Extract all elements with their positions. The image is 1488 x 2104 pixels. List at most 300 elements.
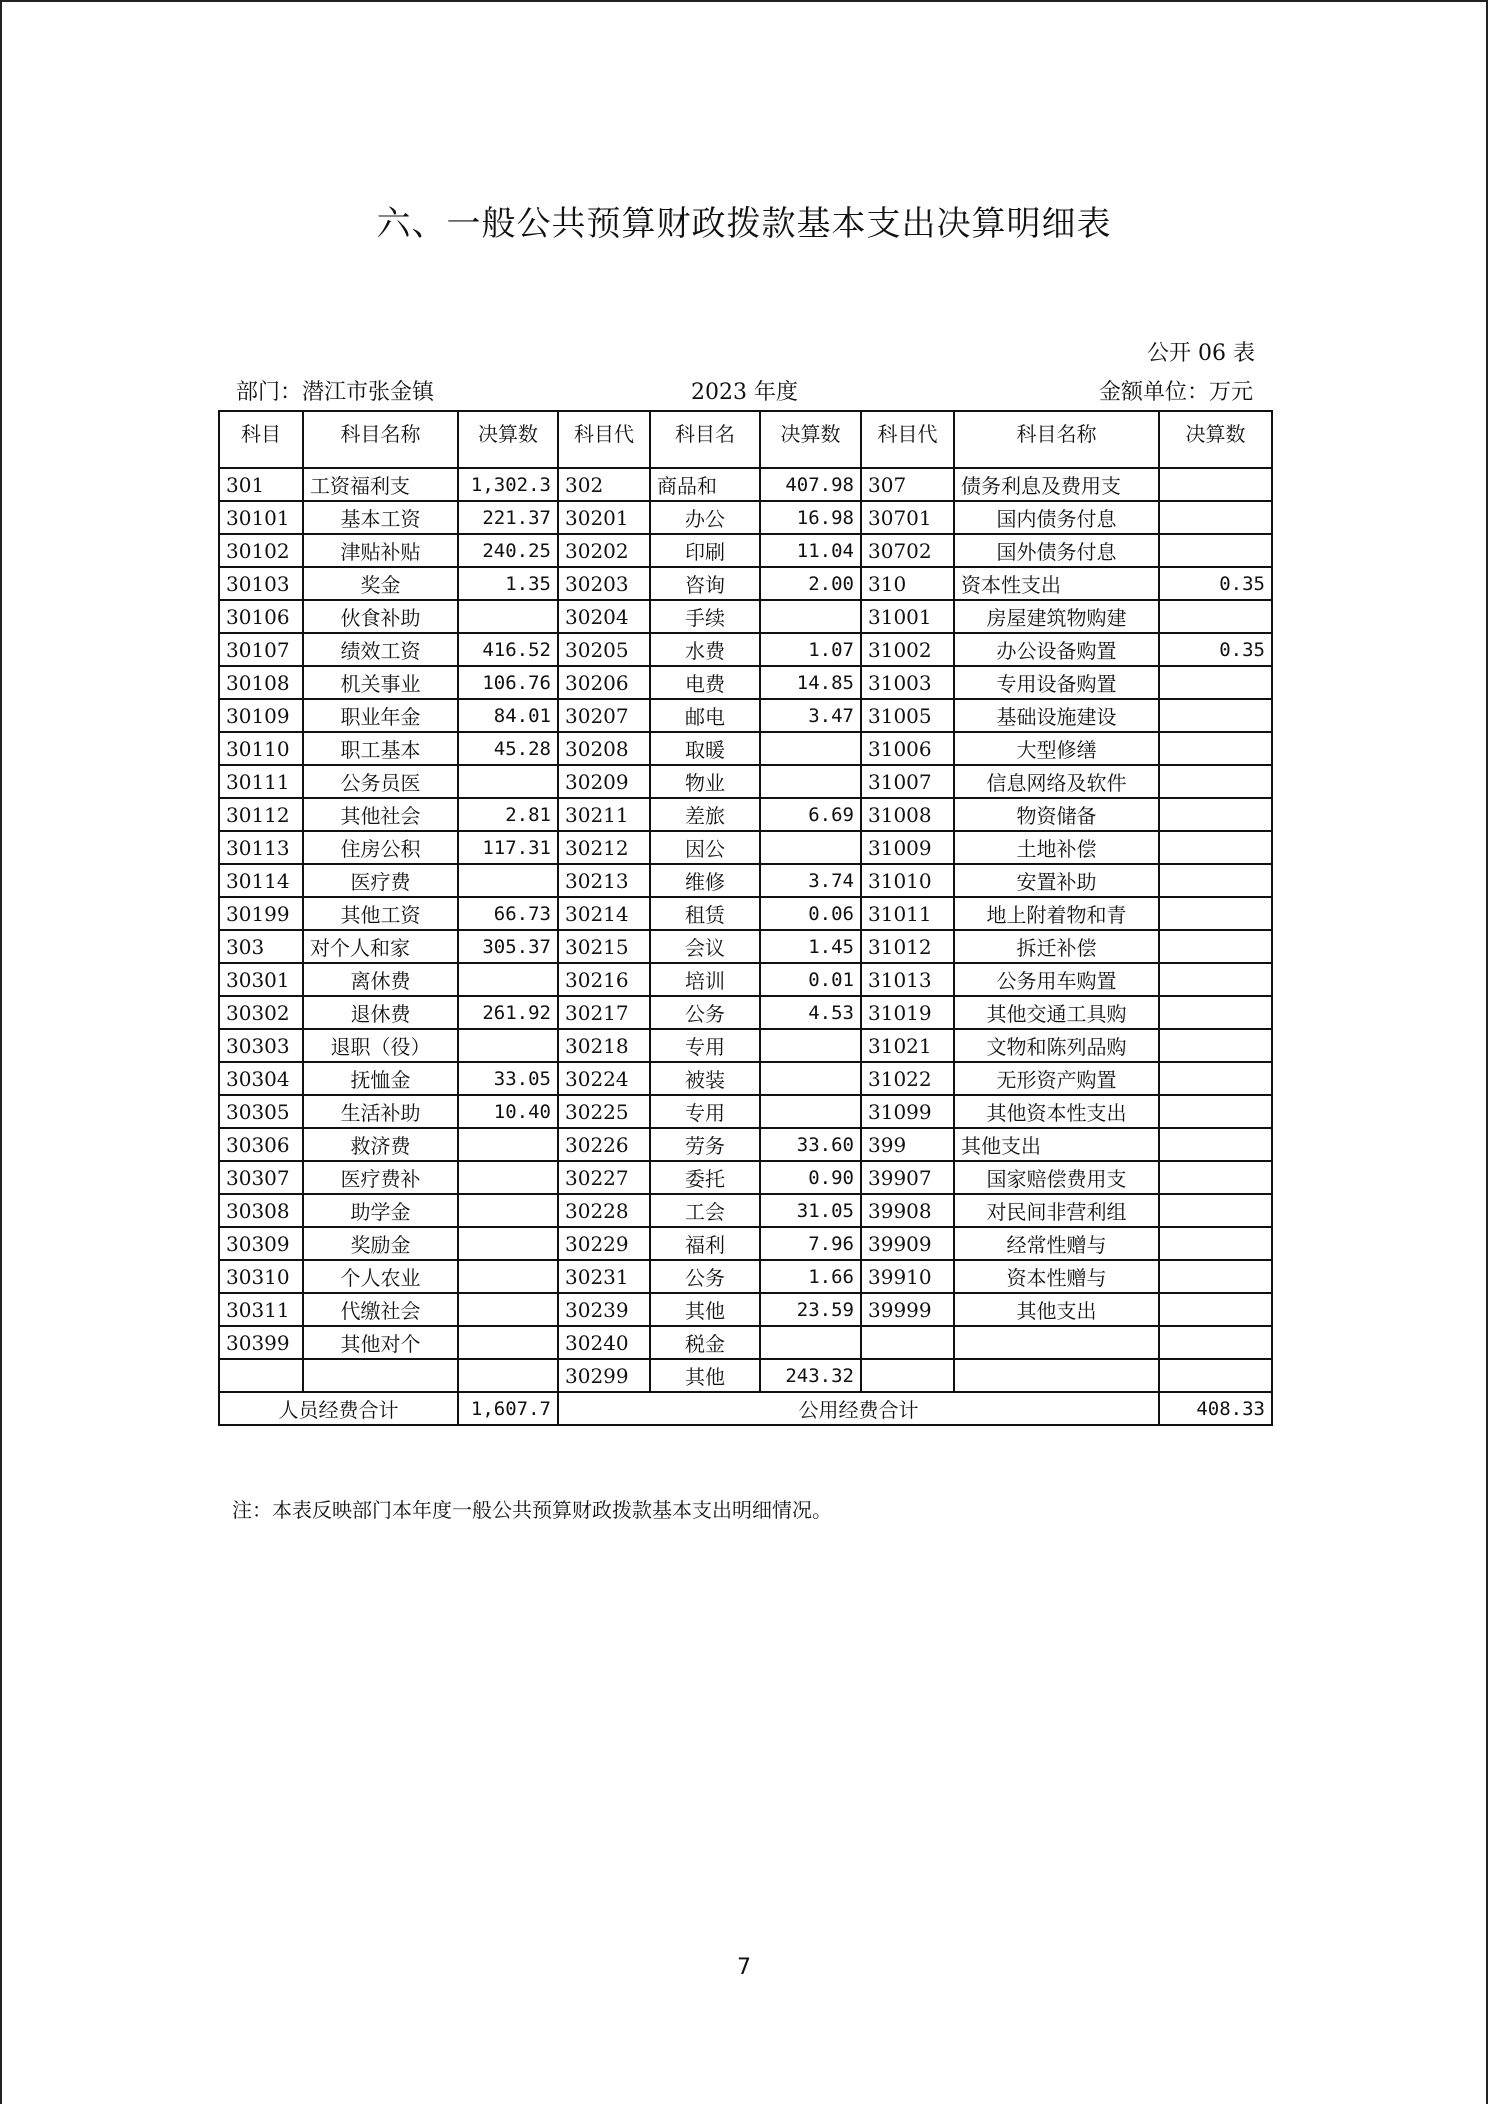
subject-code-cell: 307 [861, 468, 954, 501]
amount-cell: 84.01 [458, 699, 558, 732]
subject-code-cell: 30207 [558, 699, 650, 732]
subject-code-cell: 31001 [861, 600, 954, 633]
amount-cell: 1.07 [760, 633, 861, 666]
subject-code-cell: 30103 [219, 567, 303, 600]
subject-name-cell: 职业年金 [303, 699, 458, 732]
subject-name-cell: 基本工资 [303, 501, 458, 534]
amount-cell: 243.32 [760, 1359, 861, 1392]
subject-code-cell [861, 1326, 954, 1359]
amount-cell [1159, 600, 1272, 633]
table-row [219, 1326, 1272, 1359]
subject-name-cell: 其他工资 [303, 897, 458, 930]
amount-cell [760, 1326, 861, 1359]
subject-name-cell: 其他对个 [303, 1326, 458, 1359]
table-row [219, 1095, 1272, 1128]
subject-code-cell: 30209 [558, 765, 650, 798]
subject-code-cell: 30212 [558, 831, 650, 864]
subject-code-cell [861, 1359, 954, 1392]
subject-name-cell: 印刷 [650, 534, 760, 567]
amount-cell [458, 1029, 558, 1062]
subject-name-cell: 基础设施建设 [954, 699, 1159, 732]
amount-cell: 33.60 [760, 1128, 861, 1161]
amount-cell: 45.28 [458, 732, 558, 765]
amount-cell [458, 765, 558, 798]
table-code: 公开 06 表 [1147, 341, 1255, 366]
subject-code-cell: 30224 [558, 1062, 650, 1095]
subject-name-cell: 福利 [650, 1227, 760, 1260]
subject-code-cell: 31022 [861, 1062, 954, 1095]
subject-code-cell: 30702 [861, 534, 954, 567]
subject-code-cell: 30206 [558, 666, 650, 699]
subject-code-cell: 30303 [219, 1029, 303, 1062]
amount-cell [458, 1326, 558, 1359]
subject-code-cell: 39907 [861, 1161, 954, 1194]
table-row [219, 996, 1272, 1029]
table-row [219, 666, 1272, 699]
amount-cell [1159, 732, 1272, 765]
header-subject-code: 科目 [219, 411, 303, 468]
amount-cell: 240.25 [458, 534, 558, 567]
subject-code-cell: 30701 [861, 501, 954, 534]
amount-cell: 4.53 [760, 996, 861, 1029]
amount-cell [458, 1359, 558, 1392]
subject-name-cell: 其他 [650, 1359, 760, 1392]
subject-name-cell: 取暖 [650, 732, 760, 765]
department-label: 部门：潜江市张金镇 [236, 380, 435, 405]
subject-name-cell: 津贴补贴 [303, 534, 458, 567]
table-row [219, 1194, 1272, 1227]
subject-name-cell: 信息网络及软件 [954, 765, 1159, 798]
subject-code-cell: 30217 [558, 996, 650, 1029]
amount-cell [1159, 1326, 1272, 1359]
subject-code-cell: 30226 [558, 1128, 650, 1161]
table-row [219, 501, 1272, 534]
subject-code-cell: 30109 [219, 699, 303, 732]
subject-code-cell: 30216 [558, 963, 650, 996]
amount-cell: 0.35 [1159, 567, 1272, 600]
expenditure-detail-table [218, 410, 1273, 1426]
amount-cell [760, 1095, 861, 1128]
subject-code-cell: 30112 [219, 798, 303, 831]
subject-code-cell: 31005 [861, 699, 954, 732]
subject-code-cell: 30107 [219, 633, 303, 666]
subject-name-cell: 奖金 [303, 567, 458, 600]
amount-cell [1159, 1062, 1272, 1095]
subject-name-cell: 地上附着物和青 [954, 897, 1159, 930]
amount-cell [1159, 699, 1272, 732]
subject-name-cell: 公务 [650, 996, 760, 1029]
header-subject-name: 科目名 [650, 411, 760, 468]
subject-code-cell: 30309 [219, 1227, 303, 1260]
personnel-total-value: 1,607.7 [458, 1392, 558, 1425]
amount-cell: 2.81 [458, 798, 558, 831]
public-total-label: 公用经费合计 [558, 1392, 1159, 1425]
subject-name-cell: 办公 [650, 501, 760, 534]
subject-code-cell: 31013 [861, 963, 954, 996]
subject-code-cell: 30229 [558, 1227, 650, 1260]
subject-code-cell: 31011 [861, 897, 954, 930]
subject-name-cell: 公务 [650, 1260, 760, 1293]
subject-name-cell: 资本性赠与 [954, 1260, 1159, 1293]
subject-name-cell: 差旅 [650, 798, 760, 831]
subject-code-cell: 303 [219, 930, 303, 963]
amount-cell [1159, 1227, 1272, 1260]
amount-cell [458, 864, 558, 897]
amount-cell [458, 1227, 558, 1260]
amount-cell: 1.45 [760, 930, 861, 963]
amount-cell [1159, 666, 1272, 699]
amount-cell [760, 600, 861, 633]
page-border-left [0, 0, 2, 2104]
subject-name-cell: 国内债务付息 [954, 501, 1159, 534]
subject-name-cell: 医疗费补 [303, 1161, 458, 1194]
subject-code-cell: 30106 [219, 600, 303, 633]
subject-name-cell: 无形资产购置 [954, 1062, 1159, 1095]
subject-name-cell: 经常性赠与 [954, 1227, 1159, 1260]
subject-name-cell: 其他支出 [954, 1128, 1159, 1161]
amount-cell [1159, 930, 1272, 963]
amount-cell [1159, 1260, 1272, 1293]
subject-code-cell: 39910 [861, 1260, 954, 1293]
table-note: 注：本表反映部门本年度一般公共预算财政拨款基本支出明细情况。 [232, 1498, 832, 1522]
subject-code-cell: 31099 [861, 1095, 954, 1128]
header-subject-code: 科目代 [558, 411, 650, 468]
subject-code-cell: 30310 [219, 1260, 303, 1293]
subject-code-cell: 30202 [558, 534, 650, 567]
amount-cell [1159, 1359, 1272, 1392]
personnel-total-label: 人员经费合计 [219, 1392, 458, 1425]
subject-name-cell: 物业 [650, 765, 760, 798]
amount-cell: 106.76 [458, 666, 558, 699]
subject-name-cell: 拆迁补偿 [954, 930, 1159, 963]
subject-code-cell: 30301 [219, 963, 303, 996]
header-final-amount: 决算数 [1159, 411, 1272, 468]
table-row [219, 963, 1272, 996]
subject-name-cell: 物资储备 [954, 798, 1159, 831]
amount-cell: 416.52 [458, 633, 558, 666]
subject-code-cell: 31009 [861, 831, 954, 864]
subject-name-cell: 债务利息及费用支 [954, 468, 1159, 501]
subject-name-cell: 个人农业 [303, 1260, 458, 1293]
amount-cell [760, 732, 861, 765]
subject-code-cell: 30213 [558, 864, 650, 897]
subject-code-cell: 30102 [219, 534, 303, 567]
amount-cell: 1,302.3 [458, 468, 558, 501]
subject-name-cell: 救济费 [303, 1128, 458, 1161]
subject-name-cell: 委托 [650, 1161, 760, 1194]
subject-code-cell: 31003 [861, 666, 954, 699]
subject-code-cell: 30205 [558, 633, 650, 666]
subject-code-cell: 30101 [219, 501, 303, 534]
subject-name-cell: 商品和 [650, 468, 760, 501]
table-row [219, 699, 1272, 732]
subject-code-cell: 30108 [219, 666, 303, 699]
amount-cell [458, 963, 558, 996]
amount-cell: 14.85 [760, 666, 861, 699]
amount-cell [458, 1194, 558, 1227]
subject-name-cell: 其他资本性支出 [954, 1095, 1159, 1128]
amount-cell [458, 1293, 558, 1326]
amount-cell: 66.73 [458, 897, 558, 930]
table-body [219, 468, 1272, 1392]
subject-name-cell: 奖励金 [303, 1227, 458, 1260]
subject-name-cell: 其他 [650, 1293, 760, 1326]
subject-name-cell: 房屋建筑物购建 [954, 600, 1159, 633]
header-final-amount: 决算数 [458, 411, 558, 468]
subject-name-cell: 文物和陈列品购 [954, 1029, 1159, 1062]
document-title: 六、一般公共预算财政拨款基本支出决算明细表 [376, 204, 1112, 244]
subject-code-cell: 30199 [219, 897, 303, 930]
subject-name-cell: 专用 [650, 1095, 760, 1128]
table-header-row [219, 411, 1272, 468]
page-number: 7 [737, 1955, 751, 1980]
subject-name-cell: 抚恤金 [303, 1062, 458, 1095]
table-row [219, 1293, 1272, 1326]
subject-name-cell: 土地补偿 [954, 831, 1159, 864]
subject-code-cell: 302 [558, 468, 650, 501]
subject-code-cell: 30214 [558, 897, 650, 930]
amount-cell: 305.37 [458, 930, 558, 963]
table-row [219, 798, 1272, 831]
subject-name-cell: 邮电 [650, 699, 760, 732]
table-row [219, 765, 1272, 798]
subject-name-cell: 医疗费 [303, 864, 458, 897]
header-subject-name: 科目名称 [303, 411, 458, 468]
subject-code-cell: 31002 [861, 633, 954, 666]
subject-code-cell: 31007 [861, 765, 954, 798]
subject-name-cell: 资本性支出 [954, 567, 1159, 600]
subject-code-cell: 30111 [219, 765, 303, 798]
table-row [219, 1260, 1272, 1293]
subject-name-cell: 公务员医 [303, 765, 458, 798]
subject-code-cell: 30307 [219, 1161, 303, 1194]
amount-cell [1159, 963, 1272, 996]
subject-code-cell: 30299 [558, 1359, 650, 1392]
amount-cell: 3.47 [760, 699, 861, 732]
table-row [219, 1359, 1272, 1392]
subject-code-cell: 30211 [558, 798, 650, 831]
amount-cell [760, 765, 861, 798]
amount-cell [458, 1260, 558, 1293]
amount-cell [458, 1128, 558, 1161]
subject-name-cell: 其他交通工具购 [954, 996, 1159, 1029]
subject-code-cell: 30114 [219, 864, 303, 897]
amount-cell [760, 831, 861, 864]
amount-cell [1159, 831, 1272, 864]
header-final-amount: 决算数 [760, 411, 861, 468]
table-row [219, 633, 1272, 666]
subject-code-cell: 30306 [219, 1128, 303, 1161]
table-row [219, 600, 1272, 633]
subject-name-cell: 维修 [650, 864, 760, 897]
subject-code-cell: 30239 [558, 1293, 650, 1326]
amount-cell: 33.05 [458, 1062, 558, 1095]
amount-cell: 407.98 [760, 468, 861, 501]
subject-code-cell: 30231 [558, 1260, 650, 1293]
subject-name-cell: 退休费 [303, 996, 458, 1029]
subject-code-cell [219, 1359, 303, 1392]
table-meta-line [236, 375, 1253, 405]
subject-name-cell: 被装 [650, 1062, 760, 1095]
subject-code-cell: 30304 [219, 1062, 303, 1095]
subject-name-cell: 安置补助 [954, 864, 1159, 897]
subject-name-cell: 助学金 [303, 1194, 458, 1227]
amount-unit-label: 金额单位：万元 [1098, 380, 1253, 405]
subject-code-cell: 39999 [861, 1293, 954, 1326]
amount-cell: 221.37 [458, 501, 558, 534]
amount-cell: 0.90 [760, 1161, 861, 1194]
subject-code-cell: 30201 [558, 501, 650, 534]
amount-cell: 31.05 [760, 1194, 861, 1227]
subject-name-cell [303, 1359, 458, 1392]
subject-code-cell: 30399 [219, 1326, 303, 1359]
subject-code-cell: 30305 [219, 1095, 303, 1128]
amount-cell: 0.01 [760, 963, 861, 996]
subject-code-cell: 30227 [558, 1161, 650, 1194]
amount-cell [1159, 798, 1272, 831]
subject-code-cell: 31012 [861, 930, 954, 963]
amount-cell [458, 600, 558, 633]
amount-cell: 1.66 [760, 1260, 861, 1293]
amount-cell [1159, 897, 1272, 930]
subject-code-cell: 31010 [861, 864, 954, 897]
subject-code-cell: 30215 [558, 930, 650, 963]
subject-name-cell: 国外债务付息 [954, 534, 1159, 567]
table-row [219, 864, 1272, 897]
amount-cell [1159, 468, 1272, 501]
subject-code-cell: 30228 [558, 1194, 650, 1227]
subject-code-cell: 30308 [219, 1194, 303, 1227]
subject-name-cell: 机关事业 [303, 666, 458, 699]
subject-name-cell: 工会 [650, 1194, 760, 1227]
public-total-value: 408.33 [1159, 1392, 1272, 1425]
subject-code-cell: 30225 [558, 1095, 650, 1128]
subject-name-cell: 租赁 [650, 897, 760, 930]
subject-name-cell [954, 1326, 1159, 1359]
subject-name-cell: 代缴社会 [303, 1293, 458, 1326]
subject-name-cell: 职工基本 [303, 732, 458, 765]
subject-name-cell: 劳务 [650, 1128, 760, 1161]
amount-cell: 11.04 [760, 534, 861, 567]
subject-name-cell: 电费 [650, 666, 760, 699]
subject-code-cell: 301 [219, 468, 303, 501]
header-subject-name: 科目名称 [954, 411, 1159, 468]
subject-name-cell: 绩效工资 [303, 633, 458, 666]
amount-cell: 2.00 [760, 567, 861, 600]
header-subject-code: 科目代 [861, 411, 954, 468]
table-row [219, 1161, 1272, 1194]
subject-name-cell: 培训 [650, 963, 760, 996]
subject-name-cell: 办公设备购置 [954, 633, 1159, 666]
subject-code-cell: 30218 [558, 1029, 650, 1062]
amount-cell: 7.96 [760, 1227, 861, 1260]
amount-cell [1159, 1128, 1272, 1161]
amount-cell [760, 1029, 861, 1062]
subject-name-cell: 因公 [650, 831, 760, 864]
amount-cell: 10.40 [458, 1095, 558, 1128]
subject-code-cell: 399 [861, 1128, 954, 1161]
amount-cell: 23.59 [760, 1293, 861, 1326]
table-row [219, 567, 1272, 600]
page-border-top [0, 0, 1488, 2]
subject-name-cell: 税金 [650, 1326, 760, 1359]
table-row [219, 534, 1272, 567]
table-row [219, 1227, 1272, 1260]
amount-cell: 16.98 [760, 501, 861, 534]
table-row [219, 897, 1272, 930]
subject-code-cell: 31008 [861, 798, 954, 831]
amount-cell [1159, 1293, 1272, 1326]
subject-code-cell: 310 [861, 567, 954, 600]
amount-cell [1159, 1095, 1272, 1128]
amount-cell: 1.35 [458, 567, 558, 600]
subject-name-cell: 对民间非营利组 [954, 1194, 1159, 1227]
subject-code-cell: 30311 [219, 1293, 303, 1326]
subject-name-cell [954, 1359, 1159, 1392]
amount-cell: 0.35 [1159, 633, 1272, 666]
table-row [219, 1128, 1272, 1161]
subject-code-cell: 30110 [219, 732, 303, 765]
amount-cell [1159, 996, 1272, 1029]
table-row [219, 1062, 1272, 1095]
subject-code-cell: 30208 [558, 732, 650, 765]
amount-cell [458, 1161, 558, 1194]
subject-name-cell: 工资福利支 [303, 468, 458, 501]
subject-name-cell: 公务用车购置 [954, 963, 1159, 996]
subject-code-cell: 30240 [558, 1326, 650, 1359]
amount-cell: 261.92 [458, 996, 558, 1029]
table-row [219, 930, 1272, 963]
subject-name-cell: 对个人和家 [303, 930, 458, 963]
subject-name-cell: 会议 [650, 930, 760, 963]
subject-name-cell: 手续 [650, 600, 760, 633]
subject-name-cell: 伙食补助 [303, 600, 458, 633]
table-row [219, 468, 1272, 501]
subject-name-cell: 专用 [650, 1029, 760, 1062]
subject-code-cell: 31006 [861, 732, 954, 765]
subject-code-cell: 30113 [219, 831, 303, 864]
subject-name-cell: 住房公积 [303, 831, 458, 864]
subject-name-cell: 生活补助 [303, 1095, 458, 1128]
subject-code-cell: 30204 [558, 600, 650, 633]
subject-name-cell: 水费 [650, 633, 760, 666]
subject-name-cell: 其他社会 [303, 798, 458, 831]
table-row [219, 831, 1272, 864]
subject-code-cell: 30203 [558, 567, 650, 600]
amount-cell: 0.06 [760, 897, 861, 930]
amount-cell [1159, 864, 1272, 897]
subject-name-cell: 咨询 [650, 567, 760, 600]
subject-code-cell: 31019 [861, 996, 954, 1029]
fiscal-year-label: 2023 年度 [691, 380, 798, 405]
subject-code-cell: 30302 [219, 996, 303, 1029]
amount-cell [1159, 501, 1272, 534]
subject-name-cell: 国家赔偿费用支 [954, 1161, 1159, 1194]
subject-name-cell: 专用设备购置 [954, 666, 1159, 699]
subject-name-cell: 离休费 [303, 963, 458, 996]
subject-code-cell: 31021 [861, 1029, 954, 1062]
subject-code-cell: 39909 [861, 1227, 954, 1260]
totals-row [219, 1392, 1272, 1425]
amount-cell [1159, 765, 1272, 798]
amount-cell: 6.69 [760, 798, 861, 831]
table-row [219, 732, 1272, 765]
subject-name-cell: 退职（役） [303, 1029, 458, 1062]
amount-cell [1159, 534, 1272, 567]
amount-cell [1159, 1029, 1272, 1062]
amount-cell [1159, 1161, 1272, 1194]
subject-name-cell: 其他支出 [954, 1293, 1159, 1326]
